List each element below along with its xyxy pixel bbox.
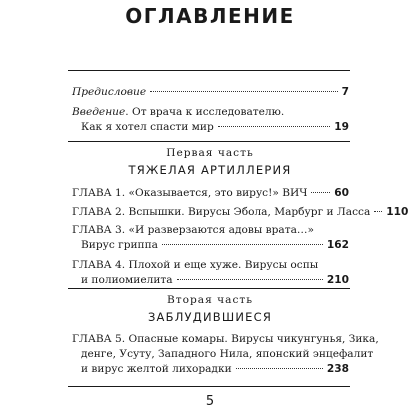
toc-entry-chapter3 <box>72 223 349 253</box>
part1-title: ТЯЖЕЛАЯ АРТИЛЛЕРИЯ <box>128 163 292 177</box>
page-ref: 60 <box>334 187 349 199</box>
dot-leader <box>162 244 323 245</box>
entry-title-cont: Вирус гриппа <box>81 239 158 251</box>
page-ref: 19 <box>334 121 349 133</box>
entry-title: Предисловие <box>72 86 147 98</box>
divider-top <box>68 70 350 71</box>
part2-title: ЗАБЛУДИВШИЕСЯ <box>147 310 273 324</box>
toc-entry-introduction <box>72 105 349 135</box>
dot-leader <box>218 126 331 127</box>
entry-title-cont: денге, Усуту, Западного Нила, японский энцефалит <box>81 348 374 360</box>
entry-title: Введение <box>72 106 126 118</box>
entry-title: ГЛАВА 3. «И разверзаются адовы врата…» <box>72 224 314 236</box>
entry-title: ГЛАВА 1. «Оказывается, это вирус!» ВИЧ <box>72 187 308 199</box>
part1-label: Первая часть <box>166 147 254 159</box>
entry-title: ГЛАВА 4. Плохой и еще хуже. Вирусы оспы <box>72 259 319 271</box>
page-ref: 7 <box>341 86 349 98</box>
entry-title: ГЛАВА 5. Опасные комары. Вирусы чикунгунья, Зика, <box>72 333 379 345</box>
page-ref: 110 <box>386 206 409 218</box>
dot-leader <box>236 368 323 369</box>
page-ref: 238 <box>326 363 349 375</box>
entry-title-cont: и полиомиелита <box>81 274 173 286</box>
toc-entry-preface <box>72 85 349 100</box>
toc-entry-chapter5 <box>72 332 379 377</box>
entry-subtitle: . От врача к исследователю. <box>125 106 285 118</box>
divider-part1-top <box>68 141 350 142</box>
entry-title-cont: и вирус желтой лихорадки <box>81 363 232 375</box>
dot-leader <box>374 211 382 212</box>
toc-entry-chapter4 <box>72 258 349 288</box>
divider-part2-top <box>68 288 350 289</box>
dot-leader <box>177 279 323 280</box>
toc-entry-chapter2 <box>72 205 409 220</box>
dot-leader <box>150 91 337 92</box>
dot-leader <box>311 192 330 193</box>
entry-subtitle-cont: Как я хотел спасти мир <box>81 121 214 133</box>
entry-title: ГЛАВА 2. Вспышки. Вирусы Эбола, Марбург и Ласса <box>72 206 371 218</box>
page-number: 5 <box>205 394 215 409</box>
toc-title: ОГЛАВЛЕНИЕ <box>125 4 295 28</box>
page-ref: 162 <box>326 239 349 251</box>
part2-label: Вторая часть <box>166 294 254 306</box>
page-ref: 210 <box>326 274 349 286</box>
divider-bottom <box>68 386 350 387</box>
toc-entry-chapter1 <box>72 186 349 201</box>
